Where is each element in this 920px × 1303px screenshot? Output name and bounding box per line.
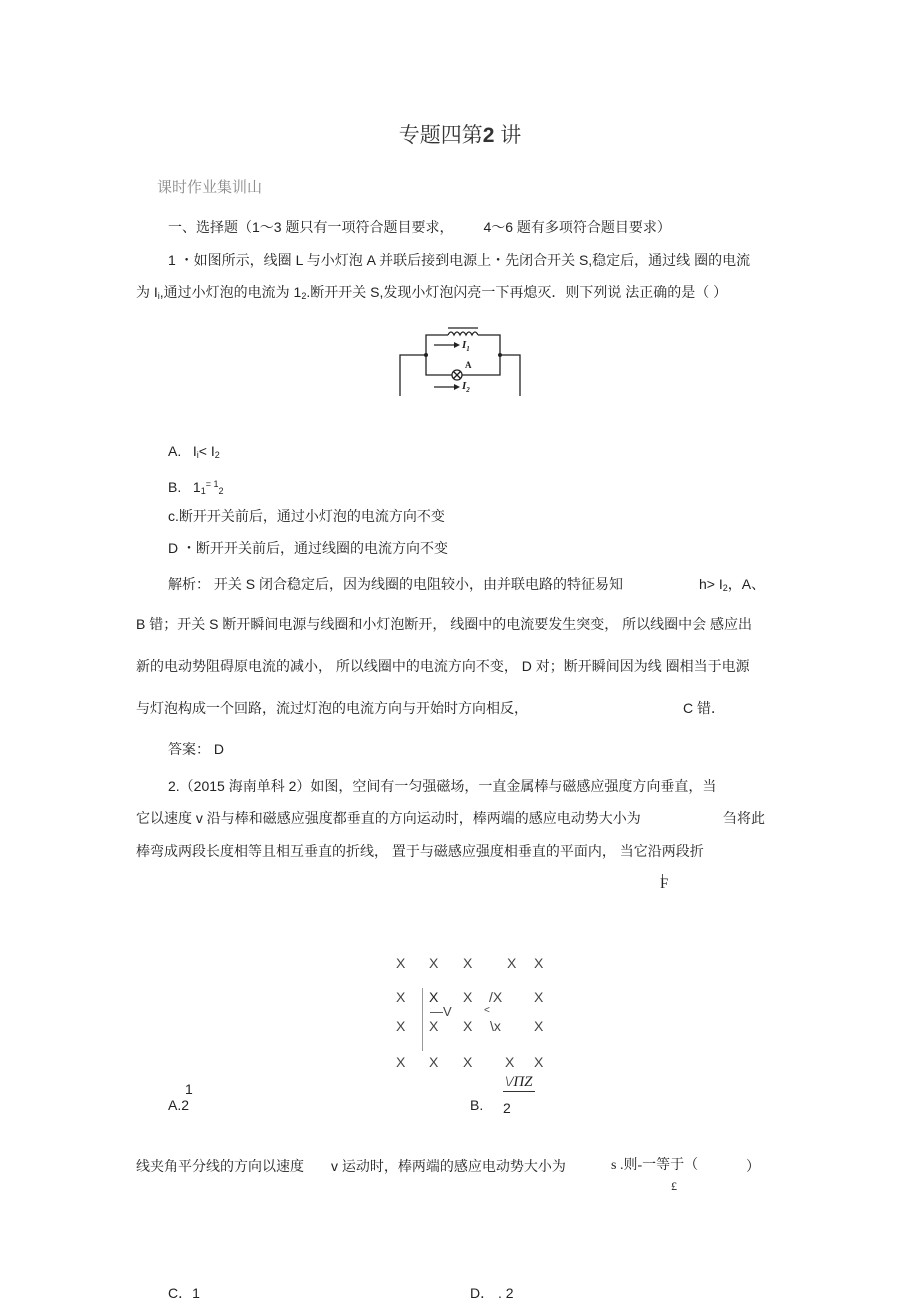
option-label: B.: [168, 479, 182, 495]
bent-rod-segment: \x: [490, 1018, 501, 1034]
analysis-line4-a: 与灯泡构成一个回路，流过灯泡的电流方向与开始时方向相反，: [136, 700, 528, 716]
i1-sub: 1: [466, 345, 470, 354]
q1-text: ,通过小灯泡的电流为 1: [159, 284, 302, 300]
bend-arrow: <: [484, 1005, 490, 1016]
field-x: X: [505, 1054, 515, 1070]
field-x: X: [534, 955, 544, 971]
inductor-coil: [448, 332, 478, 335]
left-wire: [400, 355, 426, 396]
field-x: X: [396, 1054, 406, 1070]
option-d: D． . 2: [470, 1285, 514, 1301]
option-b-denominator: 2: [503, 1100, 511, 1116]
fraction-top-text: F: [660, 876, 669, 892]
field-x: X: [463, 955, 473, 971]
bottom-left-wire: [426, 355, 452, 375]
option-b-label: B.: [470, 1097, 484, 1113]
option-sub: 2: [218, 486, 224, 496]
arrowhead-icon: [454, 342, 460, 348]
q2-line4-b: v 运动时，棒两端的感应电动势大小为: [331, 1158, 566, 1174]
option-d: D ・断开开关前后，通过线圈的电流方向不变: [168, 540, 448, 556]
field-x: X: [534, 1018, 544, 1034]
fraction-numerator: [660, 874, 668, 893]
section-heading-main: 一、选择题（1～3 题只有一项符合题目要求，: [168, 219, 454, 235]
field-x: X: [429, 1054, 439, 1070]
subtitle: 课时作业集训山: [157, 179, 263, 196]
analysis-line2: B 错；开关 S 断开瞬间电源与线圈和小灯泡断开， 线圈中的电流要发生突变， 所以线圈中会 感应出: [136, 616, 753, 632]
q2-line3: 棒弯成两段长度相等且相互垂直的折线， 置于与磁感应强度相垂直的平面内， 当它沿两段折: [136, 843, 704, 859]
option-label: A.: [168, 443, 182, 459]
title-prefix: 专题四第: [398, 124, 483, 147]
field-x: X: [507, 955, 517, 971]
option-text: < I: [198, 443, 215, 459]
section-heading-tail: 4～6 题有多项符合题目要求）: [483, 219, 671, 235]
field-x: X: [429, 955, 439, 971]
top-right-wire: [478, 335, 500, 355]
field-x: X: [463, 989, 473, 1005]
circuit-svg: [396, 322, 526, 398]
q2-line4-c: s .则-一等于（: [611, 1158, 699, 1173]
field-x: X: [534, 1054, 544, 1070]
field-x: X: [396, 955, 406, 971]
analysis-text: ，A、: [727, 576, 766, 592]
current-label-i1: [462, 339, 470, 353]
arrowhead-icon: [454, 384, 460, 390]
option-sub: 1: [200, 486, 206, 496]
current-label-i2: [462, 380, 470, 394]
q2-line2-a: 它以速度 v 沿与棒和磁感应强度都垂直的方向运动时，棒两端的感应电动势大小为: [136, 810, 641, 826]
analysis-text: h> I: [699, 576, 723, 592]
fraction-denominator: £: [671, 1179, 677, 1193]
velocity-label: —V: [430, 1004, 452, 1019]
q1-text: 为 I: [136, 284, 158, 300]
q2-line4-d: ）: [746, 1158, 760, 1174]
right-wire: [500, 355, 520, 396]
magnetic-field-diagram: [390, 950, 560, 1070]
analysis-line1-a: 解析： 开关 S 闭合稳定后，因为线圈的电阻较小，由并联电路的特征易知: [168, 576, 624, 592]
title-suffix: 讲: [500, 124, 522, 147]
q1-line2: [136, 284, 727, 304]
q1-line1: 1 ・如图所示，线圈 L 与小灯泡 A 并联后接到电源上・先闭合开关 S,稳定后，通过线 圈的电流: [168, 252, 751, 268]
option-sub: i: [196, 450, 199, 460]
option-c: c.断开开关前后，通过小灯泡的电流方向不变: [168, 508, 445, 524]
field-x: X: [429, 989, 439, 1005]
bent-rod-segment: /X: [489, 989, 503, 1005]
field-x: X: [463, 1054, 473, 1070]
option-a: A.2: [168, 1097, 190, 1113]
junction-dot: [498, 353, 502, 357]
field-x: X: [534, 989, 544, 1005]
q2-line1: 2.（2015 海南单科 2）如图，空间有一匀强磁场，一直金属棒与磁感应强度方向垂直，当: [168, 778, 717, 794]
analysis-line3: 新的电动势阻碍原电流的减小， 所以线圈中的电流方向不变， D 对；断开瞬间因为线 圈相当于电源: [136, 658, 750, 674]
field-x: X: [429, 1018, 439, 1034]
field-x: X: [396, 1018, 406, 1034]
field-x: X: [396, 989, 406, 1005]
section-heading: [168, 219, 671, 235]
i2-sub: 2: [466, 386, 470, 395]
circuit-diagram: [396, 322, 526, 398]
option-a-numerator: 1: [185, 1081, 193, 1097]
option-text: I: [192, 443, 197, 459]
i1-letter: I: [462, 339, 467, 351]
lamp-label: A: [465, 360, 472, 370]
page-title: [0, 119, 920, 149]
straight-rod: [422, 988, 423, 1051]
q1-text: .断开开关 S,发现小灯泡闪亮一下再熄灭．则下列说 法正确的是（ ）: [306, 284, 728, 300]
option-a: [168, 443, 220, 463]
junction-dot: [424, 353, 428, 357]
q2-line4-a: 线夹角平分线的方向以速度: [136, 1158, 304, 1174]
analysis-line4-b: C 错．: [683, 700, 725, 716]
analysis-line1-b: [699, 576, 765, 596]
q2-line2-b: 刍将此: [723, 810, 765, 826]
option-sub: 2: [214, 450, 220, 460]
option-b: [168, 476, 224, 499]
analysis-sub: 2: [722, 583, 728, 593]
option-sup: = 1: [205, 479, 219, 489]
option-text: 1: [192, 479, 201, 495]
title-number: 2: [482, 124, 495, 147]
q1-sub: 2: [301, 291, 307, 301]
option-b-numerator: \/ΠΖ: [505, 1074, 533, 1090]
q1-sub: i: [157, 291, 160, 301]
field-x: X: [463, 1018, 473, 1034]
option-c: C．1: [168, 1285, 200, 1301]
answer: 答案： D: [168, 741, 224, 757]
i2-letter: I: [462, 380, 467, 392]
